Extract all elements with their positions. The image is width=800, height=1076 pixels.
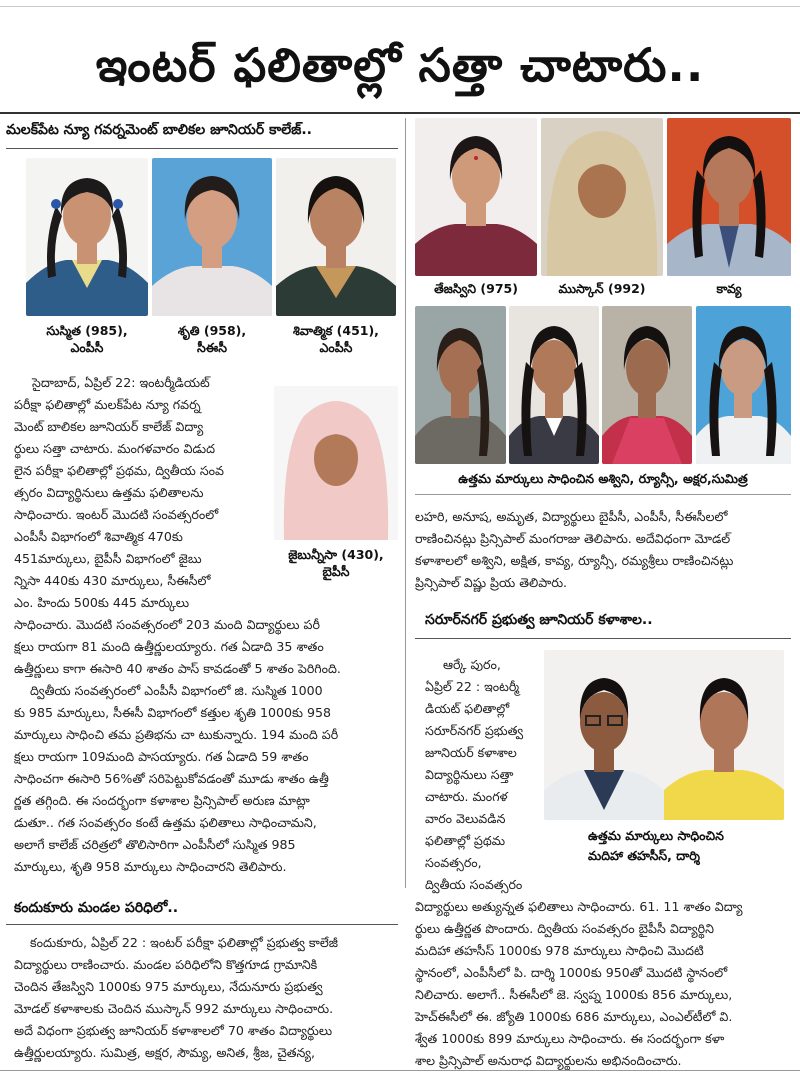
text-line: పరీక్షా ఫలితాల్లో మలక్‌పేట న్యూ గవర్న: [14, 397, 201, 412]
caption-kandukur-group: ఉత్తమ మార్కులు సాధించిన అశ్విని, ర్యూన్సీ, అక్షర,సుమిత్ర: [458, 471, 748, 486]
text-line: స్థానంలో, ఎంపీసీలో పి. దార్శి 1000కు 950తో మొదటి స్థానంలో: [415, 965, 728, 980]
text-line: కళాశాలలో అశ్విని, అక్షిత, కావ్య, ర్యూన్సీ, రమ్యశ్రీలు రాణించినట్లు: [415, 553, 734, 568]
top-rule: [0, 6, 800, 7]
headline-rule: [0, 112, 800, 114]
kandukur-subhead: కందుకూరు మండల పరిధిలో..: [14, 900, 179, 916]
caption-shruthi-group: సీఈసీ: [197, 340, 227, 355]
saroornagar-para-narrow: [425, 654, 545, 896]
malakpet-para-2: [14, 614, 398, 878]
text-line: క్షలు రాయగా 109మంది పాసయ్యారు. గత ఏడాది 59 శాతం: [14, 749, 309, 764]
text-line: కు 985 మార్కులు, సీఈసీ విభాగంలో కత్తుల శృతి 1000కు 958: [14, 705, 332, 720]
malakpet-subhead-rule: [6, 148, 398, 149]
text-line: 451మార్కులు, బైపీసీ విభాగంలో జైబు: [14, 551, 202, 566]
kandukur-subhead-rule: [6, 924, 398, 925]
caption-rule: [415, 494, 791, 495]
caption-kavya: కావ్య: [716, 281, 742, 296]
caption-muskan: ముస్కాన్ (992): [558, 281, 646, 296]
text-line: ర్థులు సత్తా చాటారు. మంగళవారం విడుద: [14, 441, 215, 456]
text-line: ద్వితీయ సంవత్సరంలో ఎంపీసీ విభాగంలో జి. సుస్మిత 1000: [30, 683, 323, 698]
text-line: డియట్ ఫలితాల్లో: [425, 701, 510, 716]
caption-shruthi-name: శృతి (958),: [177, 323, 247, 338]
kandukur-para-right: [415, 506, 795, 594]
text-line: ర్ణత తగ్గింది. ఈ సందర్భంగా కళాశాల ప్రిన్సిపాల్ అరుణ మాట్లా: [14, 793, 310, 808]
text-line: లైన పరీక్షా ఫలితాల్లో ప్రథమ, ద్వితీయ సంవ: [14, 463, 225, 478]
bottom-rule: [0, 1070, 800, 1071]
caption-shivathmika-name: శివాత్మిక (451),: [293, 323, 379, 338]
text-line: ఎం. హిందు 500కు 445 మార్కులు: [14, 595, 190, 610]
text-line: సరూర్‌నగర్ ప్రభుత్వ: [425, 723, 524, 738]
text-line: శ్వేత 1000కు 899 మార్కులు సాధించారు. ఈ సందర్భంగా కళా: [415, 1031, 725, 1046]
text-line: ఉత్తీర్ణులు కాగా ఈసారి 40 శాతం పాస్ కావడంతో 5 శాతం పెరిగింది.: [14, 661, 341, 676]
photo-susmitha: [26, 158, 148, 316]
caption-shivathmika-group: ఎంపీసీ: [319, 340, 353, 355]
photo-akshara: [602, 306, 692, 464]
text-line: వారం వెలువడిన: [425, 811, 506, 826]
photo-muskan: [541, 118, 663, 276]
text-line: సాధించారు. ఇంటర్ మొదటి సంవత్సరంలో: [14, 507, 219, 522]
caption-susmitha-name: సుస్మిత (985),: [46, 323, 128, 338]
text-line: నిలిచారు. అలాగే.. సీఈసీలో జె. స్వప్న 1000కు 856 మార్కులు,: [415, 987, 733, 1002]
text-line: చాటారు. మంగళ: [425, 789, 508, 804]
photo-ryunsi: [509, 306, 599, 464]
text-line: మదిహా తహసీస్ 1000కు 978 మార్కులు సాధించి మొదటి: [415, 943, 704, 958]
text-line: అదే విధంగా ప్రభుత్వ జూనియర్ కళాశాలలో 70 శాతం విద్యార్థులు: [14, 1023, 333, 1038]
malakpet-subhead: మలక్‌పేట న్యూ గవర్నమెంట్ బాలికల జూనియర్ కాలేజ్..: [6, 122, 313, 138]
photo-kavya: [667, 118, 791, 276]
text-line: ర్థులు ఉత్తీర్ణత పొందారు. ద్వితీయ సంవత్సరం బైపీసీ విద్యార్థిని: [415, 921, 714, 936]
text-line: చెందిన తేజస్విని 1000కు 975 మార్కులు, నేదునూరు ప్రభుత్వ: [14, 979, 323, 994]
caption-jaibunnisa-name: జైబున్నీసా (430),: [288, 547, 384, 562]
text-line: సంవత్సరం,: [425, 855, 482, 870]
caption-susmitha-group: ఎంపీసీ: [70, 340, 104, 355]
saroornagar-subhead: సరూర్‌నగర్ ప్రభుత్వ జూనియర్ కళాశాల..: [425, 612, 653, 628]
text-line: ఉత్తీర్ణులయ్యారు. సుమిత్ర, అక్షర, సౌమ్య, అనిత, శ్రీజ, చైతన్య,: [14, 1045, 316, 1060]
text-line: అలాగే కాలేజ్ చరిత్రలో తొలిసారిగా ఎంపీసీలో సుస్మిత 985: [14, 837, 296, 852]
text-line: ఆర్కే పురం,: [443, 657, 501, 672]
text-line: శాల ప్రిన్సిపాల్ అనురాధ విద్యార్థులను అభినందించారు.: [415, 1053, 682, 1068]
text-line: మెంట్ బాలికల జూనియర్ కాలేజ్ విద్యా: [14, 419, 204, 434]
text-line: త్సరం విద్యార్థినులు ఉత్తమ ఫలితాలను: [14, 485, 204, 500]
photo-sumithra: [696, 306, 791, 464]
text-line: మార్కులు సాధించి తమ ప్రతిభను చా టుకున్నారు. 194 మంది పరీ: [14, 727, 339, 742]
text-line: ద్వితీయ సంవత్సరం: [425, 877, 523, 892]
caption-saroornagar-line1: ఉత్తమ మార్కులు సాధించిన: [588, 828, 724, 843]
text-line: డుతూ.. గత సంవత్సరం కంటే ఉత్తమ ఫలితాలు సాధించామని,: [14, 815, 317, 830]
text-line: న్నిసా 440కు 430 మార్కులు, సీఈసీలో: [14, 573, 211, 588]
text-line: ఏప్రిల్ 22 : ఇంటర్మీ: [425, 679, 520, 694]
kandukur-para: [14, 932, 398, 1064]
text-line: విద్యార్థులు రాణించారు. మండల పరిధిలోని కొత్తగూడ గ్రామానికి: [14, 957, 318, 972]
saroornagar-para-wide: [415, 896, 795, 1072]
caption-tejaswini: తేజస్విని (975): [434, 281, 518, 296]
photo-shivathmika: [276, 158, 396, 316]
photo-shruthi: [152, 158, 272, 316]
text-line: లహరి, అనూష, అమృత, విద్యార్థులు బైపీసీ, ఎంపీసీ, సీఈసీలలో: [415, 509, 728, 524]
text-line: మోడల్ కళాశాలకు చెందిన ముస్కాన్ 992 మార్కులు సాధించారు.: [14, 1001, 334, 1016]
text-line: సైదాబాద్, ఏప్రిల్ 22: ఇంటర్మీడియట్: [32, 375, 210, 390]
column-divider: [405, 118, 406, 888]
caption-saroornagar-line2: మదిహా తహసీస్, దార్శి: [588, 848, 700, 863]
photo-jaibunnisa: [274, 386, 398, 540]
photo-ashwini: [415, 306, 506, 464]
text-line: హెచ్ఈసీలో ఈ. జ్యోతి 1000కు 686 మార్కులు, ఎంఎల్‌టీలో వి.: [415, 1009, 733, 1024]
text-line: విద్యార్థినులు సత్తా: [425, 767, 514, 782]
text-line: క్షలు రాయగా 81 మంది ఉత్తీర్ణులయ్యారు. గత ఏడాది 35 శాతం: [14, 639, 324, 654]
text-line: ప్రిన్సిపాల్ విష్ణు ప్రియ తెలిపారు.: [415, 575, 568, 590]
text-line: విద్యార్థులు అత్యున్నత ఫలితాలు సాధించారు. 61. 11 శాతం విద్యా: [415, 899, 743, 914]
text-line: సాధించగా ఈసారి 56%తో సరిపెట్టుకోవడంతో మూడు శాతం ఉత్తీ: [14, 771, 329, 786]
saroornagar-subhead-rule: [415, 638, 791, 639]
caption-jaibunnisa-group: బైపీసీ: [322, 564, 350, 579]
malakpet-para-1: [14, 372, 268, 614]
text-line: జూనియర్ కళాశాల: [425, 745, 517, 760]
headline: ఇంటర్ ఫలితాల్లో సత్తా చాటారు..: [95, 38, 705, 92]
photo-tejaswini: [415, 118, 537, 276]
photo-madiha-darshi: [544, 650, 784, 820]
text-line: రాణించినట్లు ప్రిన్సిపాల్ మంగరాజు తెలిపారు. అదేవిధంగా మోడల్: [415, 531, 731, 546]
text-line: కందుకూరు, ఏప్రిల్ 22 : ఇంటర్ పరీక్షా ఫలితాల్లో ప్రభుత్వ కాలేజీ: [30, 935, 338, 950]
text-line: మార్కులు, శృతి 958 మార్కులు సాధించారని తెలిపారు.: [14, 859, 287, 874]
text-line: ఎంపీసీ విభాగంలో శివాత్మిక 470కు: [14, 529, 183, 544]
text-line: ఫలితాల్లో ప్రథమ: [425, 833, 506, 848]
text-line: సాధించారు. మొదటి సంవత్సరంలో 203 మంది విద్యార్థులు పరీ: [14, 617, 320, 632]
